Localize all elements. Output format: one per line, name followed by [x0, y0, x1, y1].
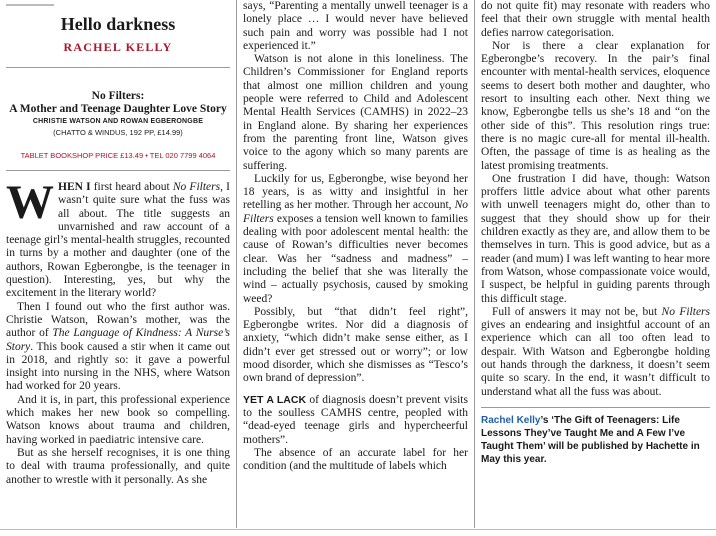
- byline: RACHEL KELLY: [63, 40, 173, 54]
- column-divider: [236, 0, 237, 528]
- column-3-text: [481, 0, 710, 399]
- book-publisher: (CHATTO & WINDUS, 192 PP, £14.99): [53, 128, 183, 137]
- header-divider: [6, 67, 230, 68]
- bio-name: Rachel Kelly: [481, 414, 541, 426]
- paragraph: WHEN I first heard about No Filters, I wasn’t quite sure what the fuss was all about. The title suggests an unvarnished and raw account of a teenage girl’s mental-health struggles, recounted in turns by a mother and daughter (one of the authors, Rowan Egberongbe, is the teenager in question). Interesting, yes, but why the excitement in the literary world?: [6, 176, 230, 300]
- bookshop-price: TABLET BOOKSHOP PRICE £13.49 • TEL 020 7799 4064: [20, 151, 216, 160]
- paragraph: Full of answers it may not be, but No Filters gives an endearing and insightful account of an experience which can all too often lead to despair. With Watson and Egberongbe holding out hands through the darkness, it doesn’t seem quite so scary. In the end, it wasn’t difficult to understand what all the fuss was about.: [481, 305, 710, 398]
- column-2: [243, 0, 468, 536]
- paragraph: says, “Parenting a mentally unwell teenager is a lonely place … I would never have believed such pain and worry was possible had I not experienced it.”: [243, 0, 468, 52]
- book-subtitle: A Mother and Teenage Daughter Love Story: [9, 103, 227, 115]
- paragraph: Luckily for us, Egberongbe, wise beyond her 18 years, is as witty and insightful in her retelling as her mother. Through her account, No Filters exposes a tension well known to families dealing with poor adolescent mental health: the cause of Rowan’s difficulties never becomes clear. Was her “sadness and madness” – including the belief that she was literally the wind – actually psychosis, caused by smoking weed?: [243, 172, 468, 305]
- paragraph: But as she herself recognises, it is one thing to deal with trauma professionally, and quite another to wrestle with it personally. As she: [6, 446, 230, 486]
- paragraph: And it is, in part, this professional experience which makes her new book so compelling. Watson knows about trauma and children, having worked in paediatric intensive care.: [6, 393, 230, 446]
- bio-divider: [481, 407, 710, 408]
- paragraph: Possibly, but “that didn’t feel right”, Egberongbe writes. Nor did a diagnosis of anxiety, “which didn’t make sense either, as I didn’t ever get stressed out or worry”; or low mood disorder, which she dismisses as “Tesco’s own brand of depression”.: [243, 305, 468, 385]
- book-box-divider: [6, 170, 230, 171]
- column-divider: [474, 0, 475, 528]
- drop-cap: W: [6, 176, 54, 229]
- paragraph: do not quite fit) may resonate with readers who feel that their own struggle with mental health defies narrow categorisation.: [481, 0, 710, 39]
- book-title: No Filters:: [91, 90, 145, 102]
- book-authors: CHRISTIE WATSON AND ROWAN EGBERONGBE: [32, 118, 204, 125]
- paragraph: The absence of an accurate label for her condition (and the multitude of labels which: [243, 446, 468, 473]
- section-gap: [243, 386, 468, 394]
- paragraph: YET A LACK of diagnosis doesn’t prevent visits to the soulless CAMHS centre, peopled with “dead-eyed teenage girls and hypercheerful mothers”.: [243, 393, 468, 446]
- column-3: [481, 0, 710, 536]
- bottom-rule: [0, 529, 716, 536]
- paragraph: One frustration I did have, though: Watson proffers little advice about what other parents with unwell teenagers might do, other than to suggest that they should show up for their children exactly as they are, and allow them to be themselves in turn. This is good advice, but as a reader (and mum) I was left wanting to hear more from Watson, whose compassionate voice would, I suspect, be helpful in guiding parents through this difficult stage.: [481, 172, 710, 305]
- paragraph: Nor is there a clear explanation for Egberongbe’s recovery. In the pair’s final encounter with mental-health services, eloquence seems to desert both mother and daughter, who resort to insulting each other. Next thing we know, Egberongbe tells us she’s 18 and “on the other side of this”. This resolution rings true: there is no magic cure-all for mental ill-health. Often, the passage of time is as healing as the latest promising treatments.: [481, 39, 710, 172]
- column-2-text: [243, 0, 468, 473]
- run-in-caps: YET A LACK: [243, 393, 307, 406]
- book-info-box: [6, 90, 230, 160]
- column-1: [6, 0, 230, 536]
- column-1-text: [6, 176, 230, 487]
- headline: Hello darkness: [60, 14, 176, 34]
- paragraph: Then I found out who the first author was. Christie Watson, Rowan’s mother, was the author of The Language of Kindness: A Nurse’s Story. This book caused a stir when it came out in 2018, and rightly so: it gave a powerful insight into nursing in the NHS, where Watson had worked for 20 years.: [6, 300, 230, 393]
- author-bio: Rachel Kelly’s ‘The Gift of Teenagers: Life Lessons They’ve Taught Me and A Few I’ve Taught Them’ will be published by Hachette in May this year.: [481, 414, 700, 465]
- paragraph: Watson is not alone in this loneliness. The Children’s Commissioner for England reports that almost one million children and young people were referred to Child and Adolescent Mental Health Services (CAMHS) in 2022–23 in England alone. By sharing her experiences from the parenting front line, Watson gives voice to the agony which so many parents are suffering.: [243, 53, 468, 172]
